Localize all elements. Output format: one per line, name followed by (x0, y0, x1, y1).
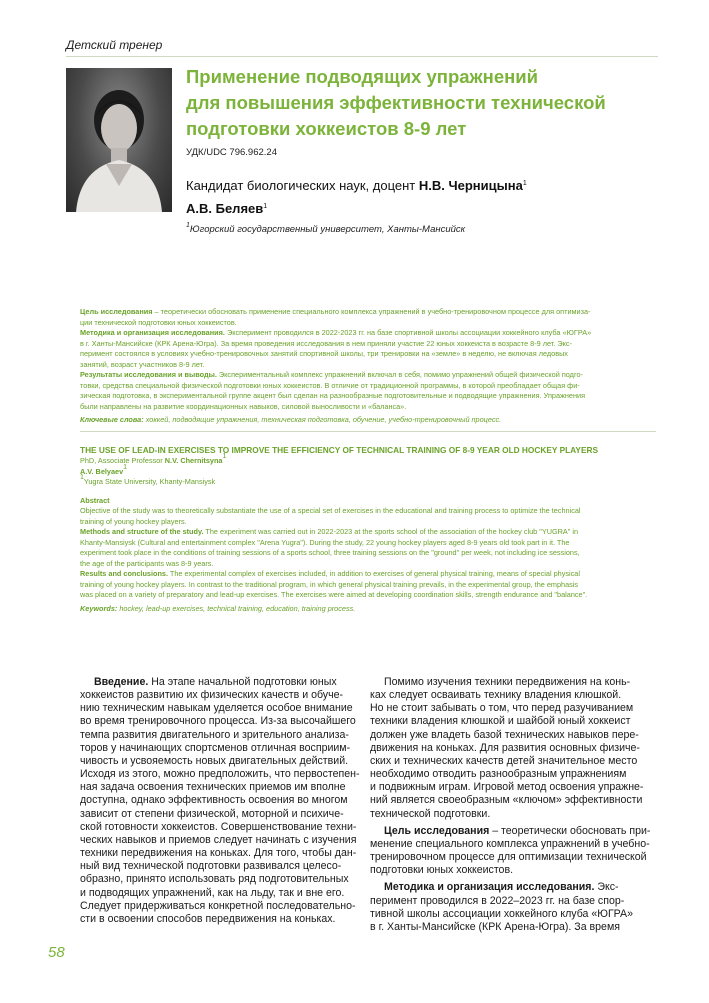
abstract-block: Цель исследования – теоретически обосновать применение специального комплекса упражнений в учебно-тренировочном процессе для оптимиза- ции технической подготовки юных хоккеистов. Методика и организация исследования. Эксперимент проводился в 2022-2023 гг. на базе спортивной школы ассоциации хоккейного клуба «ЮГРА» в г. Ханты-Мансийске (КРК Арена-Югра). За время проведения исследования в нем приняли участие 22 юных хоккеиста в возрасте 8-9 лет. Экс- перимент состоялся в условиях учебно-тренировочных занятий спортивной школы, три тренировки на «земле» в неделю, не включая ледовых занятий, возраст участников 8-9 лет. Результаты исследования и выводы. Экспериментальный комплекс упражнений включал в себя, помимо упражнений общей физической подго- товки, средства специальной физической подготовки юных хоккеистов. В отличие от традиционной программы, в которой преобладает общая фи- зическая подготовка, в экспериментальной группе акцент был сделан на разнообразные подготовительные и подводящие упражнения. Упражнения были направлены на развитие координационных навыков, силовой выносливости и «баланса». Ключевые слова: хоккей, подводящие упражнения, техническая подготовка, обучение, учебно-тренировочный процесс. THE USE OF LEAD-IN EXERCISES TO IMPROVE THE EFFICIENCY OF TECHNICAL TRAINING OF 8-9 YEAR OLD HOCKEY PLAYERS PhD, Associate Professor N.V. Chernitsyna$^1$ A.V. Belyaev$^1$ $^1$Yugra State University, Khanty-Mansiysk Abstract Objective of the study was to theoretically substantiate the use of a special set of exercises in the educational and training process to optimize the technical training of young hockey players. Methods and structure of the study. The experiment was carried out in 2022-2023 at the sports school of the association of the hockey club "YUGRA" in Khanty-Mansiysk (Cultural and entertainment complex "Arena Yugra"). During the study, 22 young hockey players aged 8-9 years old took part in it. The experiment took place in the conditions of training sessions of a sports school, three training sessions on the "ground" per week, not including ice sessions, the age of the participants was 8-9 years. Results and conclusions. The experimental complex of exercises included, in addition to exercises of general physical training, means of special physical training of young hockey players. In contrast to the traditional program, in which general physical training prevails, in the experimental group, the emphasis was placed on a variety of preparatory and lead-up exercises. The exercises were aimed at developing coordination skills, strength endurance and "balance". Keywords: hockey, lead-up exercises, technical training, education, training process. (80, 307, 656, 614)
page-number: 58 (48, 944, 65, 961)
ru-keywords: хоккей, подводящие упражнения, техническая подготовка, обучение, учебно-тренировочный процесс. (143, 415, 502, 424)
ru-goal-label: Цель исследования (80, 307, 153, 316)
en-keywords: hockey, lead-up exercises, technical training, education, training process. (117, 603, 356, 613)
affiliation-text: Югорский государственный университет, Ханты-Мансийск (189, 224, 466, 235)
affiliation (186, 224, 465, 235)
body-column-right: Помимо изучения техники передвижения на конь- ках следует осваивать технику владения клюшкой. Но не стоит забывать о том, что перед разучиванием техники владения клюшкой и шайбой юный хоккеист должен уже владеть базой технических навыков пере- движения на коньках. Для развития основных физиче- ских и технических качеств детей значительное место необходимо отводить разнообразным упражнениям и подвижным играм. Игровой метод освоения упражне- ний является своеобразным «ключом» эффективности технической подготовки. Цель исследования – теоретически обосновать при- менение специального комплекса упражнений в учебно- тренировочном процессе для оптимизации технической подготовки юных хоккеистов. Методика и организация исследования. Экс- перимент проводился в 2022–2023 гг. на базе спор- тивной школы ассоциации хоккейного клуба «ЮГРА» в г. Ханты-Мансийске (КРК Арена-Югра). За время (370, 676, 651, 933)
ru-methods-label: Методика и организация исследования. (80, 328, 225, 337)
affiliation-sup: 1 (186, 222, 190, 229)
author1-sup: 1 (522, 180, 527, 187)
header-divider (66, 56, 658, 57)
article-title (186, 64, 656, 142)
en-author2-name: A.V. Belyaev (80, 466, 124, 476)
abstract-divider (80, 431, 656, 432)
title-line: подготовки хоккеистов 8-9 лет (186, 118, 467, 139)
body-goal-label: Цель исследования (384, 824, 490, 837)
author-credentials: Кандидат биологических наук, доцент (186, 178, 419, 193)
udk-code: УДК/UDC 796.962.24 (186, 147, 277, 158)
author2-name: А.В. Беляев (186, 201, 264, 216)
intro-label: Введение. (94, 676, 149, 688)
running-head: Детский тренер (66, 38, 163, 52)
en-methods-label: Methods and structure of the study. (80, 527, 204, 536)
en-abstract-label: Abstract (80, 495, 110, 505)
body-methods-label: Методика и организация исследования. (384, 881, 595, 894)
ru-keywords-label: Ключевые слова: (80, 415, 144, 424)
author2-sup: 1 (263, 203, 268, 210)
english-title: THE USE OF LEAD-IN EXERCISES TO IMPROVE THE EFFICIENCY OF TECHNICAL TRAINING OF 8-9 YEAR OLD HOCKEY PLAYERS (80, 444, 599, 455)
en-keywords-label: Keywords: (80, 603, 118, 613)
en-results-label: Results and conclusions. (80, 569, 168, 578)
ru-results-label: Результаты исследования и выводы. (80, 370, 217, 379)
en-author1-name: N.V. Chernitsyna (164, 456, 223, 465)
author-photo (66, 68, 172, 212)
title-line: Применение подводящих упражнений (186, 66, 539, 87)
body-column-left: Введение. На этапе начальной подготовки юных хоккеистов развитию их физических качеств и обуче- нию техническим навыкам уделяется особое внимание во время тренировочного процесса. Из-за высочайшего темпа развития двигательного и зрительного анализа- торов у начинающих спортсменов отличная восприим- чивость и усвояемость новых двигательных действий. Исходя из этого, можно предположить, что первостепен- ная задача освоения технических приемов им вполне доступна, однако эффективность освоения во многом зависит от степени физической, моторной и психиче- ской готовности хоккеистов. Совершенствование техни- ческих навыков и приемов следует начинать с изучения техники передвижения на коньках. Для того, чтобы дан- ный вид технической подготовки развивался целесо- образно, принято использовать ряд подготовительных и подводящих упражнений, как на льду, так и вне его. Следует придерживаться конкретной последовательно- сти в освоении способов передвижения на коньках. (80, 676, 360, 925)
authors (186, 178, 656, 224)
title-line: для повышения эффективности технической (186, 92, 606, 113)
author1-name: Н.В. Черницына (418, 178, 523, 193)
en-affiliation: Yugra State University, Khanty-Mansiysk (83, 477, 216, 486)
